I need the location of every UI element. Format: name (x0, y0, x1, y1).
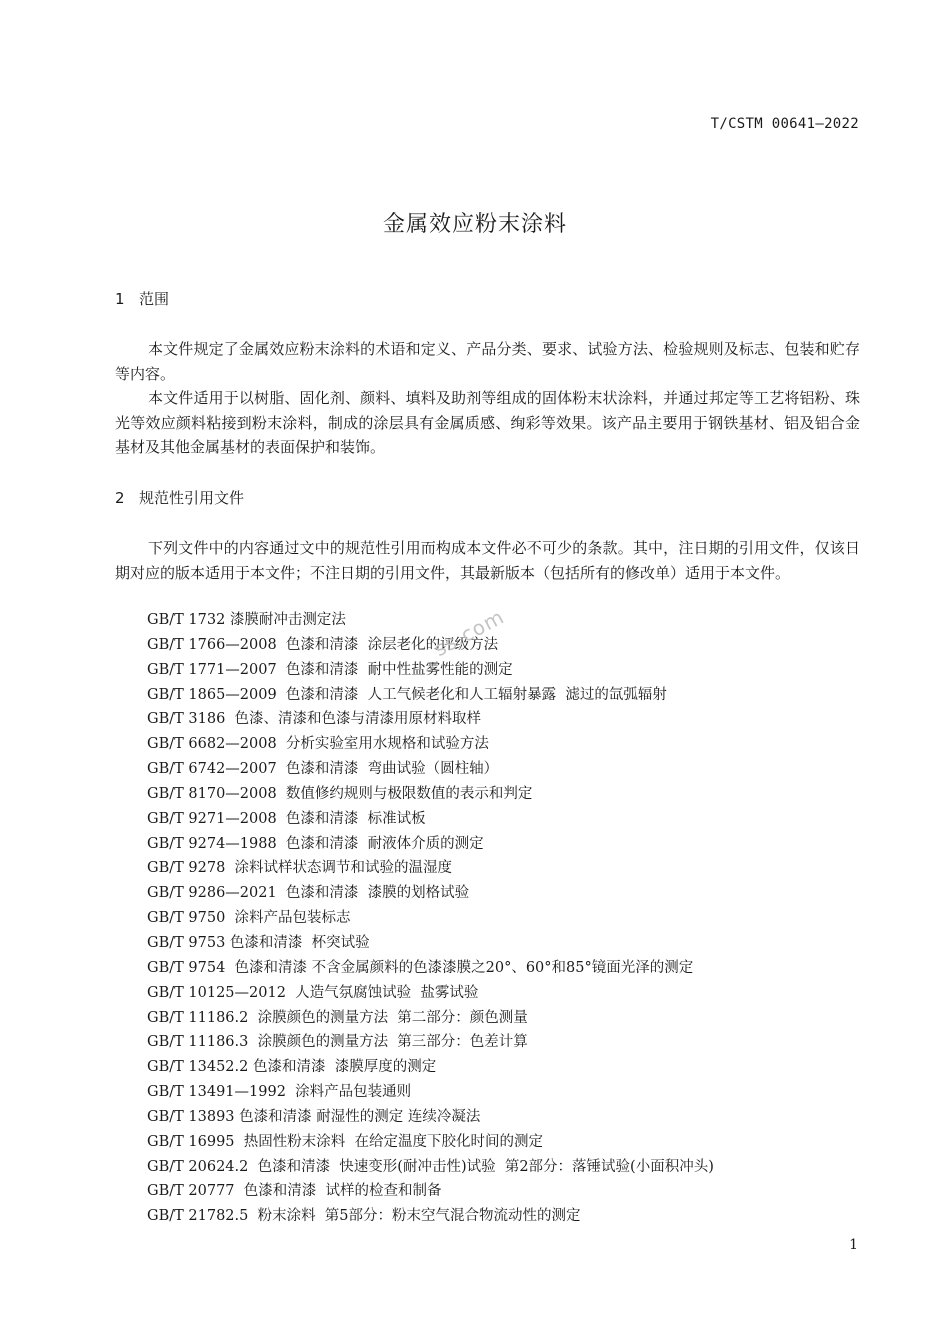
reference-item: GB/T 13452.2 色漆和清漆 漆膜厚度的测定 (147, 1059, 437, 1076)
reference-item: GB/T 9271—2008 色漆和清漆 标准试板 (147, 810, 426, 827)
reference-item: GB/T 21782.5 粉末涂料 第5部分：粉末空气混合物流动性的测定 (147, 1208, 581, 1225)
references-intro: 下列文件中的内容通过文中的规范性引用而构成本文件必不可少的条款。其中，注日期的引用文件，仅该日期对应的版本适用于本文件；不注日期的引用文件，其最新版本（包括所有的修改单）适用于本文件。 (115, 539, 860, 582)
reference-item: GB/T 11186.2 涂膜颜色的测量方法 第二部分：颜色测量 (147, 1009, 528, 1026)
reference-item: GB/T 20624.2 色漆和清漆 快速变形(耐冲击性)试验 第2部分：落锤试验(小面积冲头) (147, 1158, 714, 1175)
reference-item: GB/T 1732 漆膜耐冲击测定法 (147, 612, 346, 628)
document-title: 金属效应粉末涂料 (382, 212, 567, 237)
reference-item: GB/T 9754 色漆和清漆 不含金属颜料的色漆漆膜之20°、60°和85°镜面光泽的测定 (147, 959, 694, 976)
reference-item: GB/T 13491—1992 涂料产品包装通则 (147, 1084, 412, 1101)
page-number: 1 (849, 1237, 858, 1253)
reference-item: GB/T 9278 涂料试样状态调节和试验的温湿度 (147, 860, 453, 877)
reference-item: GB/T 1865—2009 色漆和清漆 人工气候老化和人工辐射暴露 滤过的氙弧辐射 (147, 686, 667, 703)
reference-item: GB/T 11186.3 涂膜颜色的测量方法 第三部分：色差计算 (147, 1034, 528, 1051)
reference-item: GB/T 9750 涂料产品包装标志 (147, 910, 351, 927)
watermark: ss.com (430, 604, 509, 662)
reference-item: GB/T 9753 色漆和清漆 杯突试验 (147, 934, 370, 951)
reference-item: GB/T 6742—2007 色漆和清漆 弯曲试验（圆柱轴） (147, 761, 499, 778)
scope-paragraph-1: 本文件规定了金属效应粉末涂料的术语和定义、产品分类、要求、试验方法、检验规则及标志、包装和贮存等内容。 (115, 340, 860, 383)
reference-item: GB/T 9286—2021 色漆和清漆 漆膜的划格试验 (147, 885, 470, 902)
section-1-number: 1 (115, 290, 125, 308)
reference-item: GB/T 6682—2008 分析实验室用水规格和试验方法 (147, 736, 489, 753)
scope-paragraph-2: 本文件适用于以树脂、固化剂、颜料、填料及助剂等组成的固体粉末状涂料，并通过邦定等工艺将铝粉、珠光等效应颜料粘接到粉末涂料，制成的涂层具有金属质感、绚彩等效果。该产品主要用于钢铁基材、铝及铝合金基材及其他金属基材的表面保护和装饰。 (115, 389, 860, 456)
section-2-title: 规范性引用文件 (139, 489, 245, 507)
reference-item: GB/T 1771—2007 色漆和清漆 耐中性盐雾性能的测定 (147, 661, 513, 678)
reference-item: GB/T 10125—2012 人造气氛腐蚀试验 盐雾试验 (147, 984, 479, 1001)
reference-item: GB/T 13893 色漆和清漆 耐湿性的测定 连续冷凝法 (147, 1108, 481, 1125)
section-1-heading (115, 288, 169, 309)
section-1-title: 范围 (139, 290, 170, 308)
reference-item: GB/T 9274—1988 色漆和清漆 耐液体介质的测定 (147, 835, 484, 852)
reference-item: GB/T 20777 色漆和清漆 试样的检查和制备 (147, 1183, 442, 1200)
reference-list (147, 608, 862, 1229)
reference-item: GB/T 16995 热固性粉末涂料 在给定温度下胶化时间的测定 (147, 1133, 543, 1150)
standard-code: T/CSTM 00641—2022 (710, 116, 859, 132)
reference-item: GB/T 3186 色漆、清漆和色漆与清漆用原材料取样 (147, 711, 482, 728)
reference-item: GB/T 8170—2008 数值修约规则与极限数值的表示和判定 (147, 785, 533, 802)
section-2-number: 2 (115, 489, 125, 507)
section-2-heading (115, 487, 244, 508)
reference-item: GB/T 1766—2008 色漆和清漆 涂层老化的评级方法 (147, 636, 499, 653)
